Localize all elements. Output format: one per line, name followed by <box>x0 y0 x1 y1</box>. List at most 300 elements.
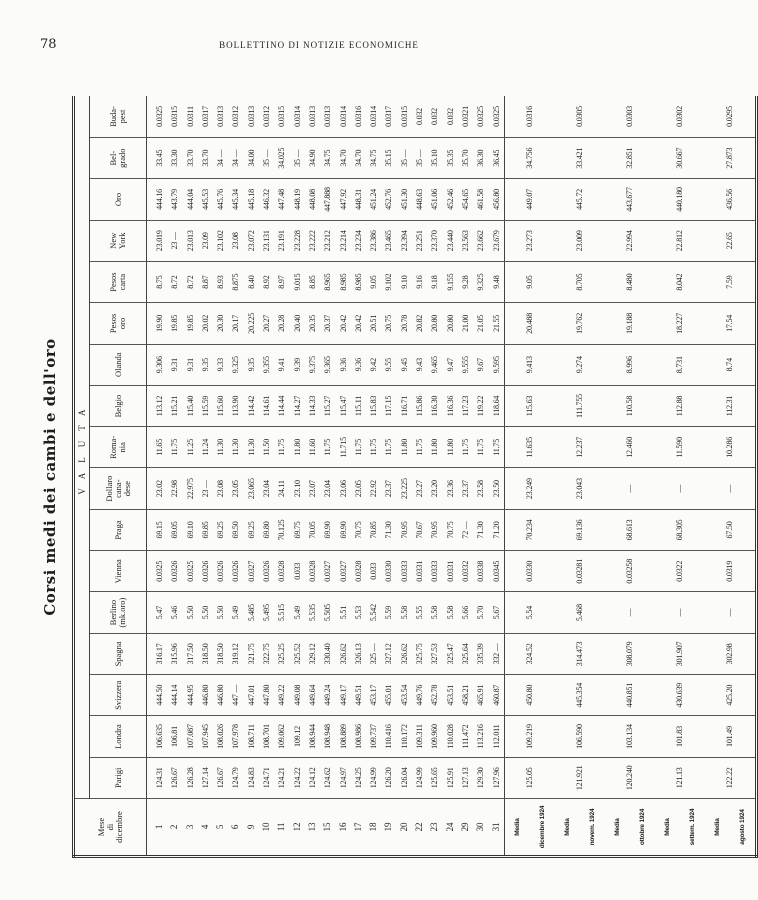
rate-cell: 5.50 <box>198 592 213 633</box>
rate-cell: 71.30 <box>381 509 396 550</box>
rate-cell: 5.515 <box>274 592 289 633</box>
rate-cell: 109.062 <box>274 716 289 757</box>
rate-cell: 329.12 <box>305 633 320 674</box>
rate-cell: 0.0295 <box>705 96 757 138</box>
table-row <box>366 96 381 857</box>
rate-cell: 0.0326 <box>198 551 213 592</box>
day-label: 10 <box>259 799 274 857</box>
rate-cell: 11.80 <box>397 427 412 468</box>
rate-cell: 5.70 <box>473 592 488 633</box>
rate-cell: — <box>705 468 757 509</box>
rate-cell: 23.20 <box>427 468 442 509</box>
rate-cell: 23.08 <box>228 220 243 261</box>
rate-cell: 314.473 <box>555 633 605 674</box>
column-header: Spagna <box>90 633 147 674</box>
rate-cell: 11.75 <box>320 427 335 468</box>
rate-cell: 319.12 <box>228 633 243 674</box>
rate-cell: 325.47 <box>443 633 458 674</box>
rate-cell: 35 — <box>412 138 427 179</box>
rate-cell: 326.62 <box>397 633 412 674</box>
rate-cell: 107.945 <box>198 716 213 757</box>
rate-cell: 443.79 <box>167 179 182 220</box>
day-label: 16 <box>336 799 351 857</box>
rate-cell: 8.93 <box>213 261 228 302</box>
rate-cell: 113.12 <box>147 385 168 426</box>
rate-cell: 458.21 <box>458 675 473 716</box>
rate-cell: 124.31 <box>147 757 168 798</box>
rate-cell: 23.234 <box>351 220 366 261</box>
rate-cell: 0.0316 <box>504 96 555 138</box>
rate-cell: 20.51 <box>366 303 381 344</box>
rate-cell: 5.59 <box>381 592 396 633</box>
rate-cell: 335.39 <box>473 633 488 674</box>
table-row <box>305 96 320 857</box>
rate-cell: 69.75 <box>290 509 305 550</box>
table-row <box>458 96 473 857</box>
rate-cell: 108.986 <box>351 716 366 757</box>
rate-cell: 115.21 <box>167 385 182 426</box>
rate-cell: 23.019 <box>147 220 168 261</box>
table-row <box>274 96 289 857</box>
rate-cell: 449.76 <box>412 675 427 716</box>
day-label: 20 <box>397 799 412 857</box>
rate-cell: 19.85 <box>167 303 182 344</box>
rate-cell: 124.25 <box>351 757 366 798</box>
day-label: 24 <box>443 799 458 857</box>
rate-cell: 0.0331 <box>412 551 427 592</box>
rate-cell: 5.47 <box>147 592 168 633</box>
rate-cell: 12.460 <box>605 427 655 468</box>
rate-cell: 116.30 <box>427 385 442 426</box>
rate-cell: 0.0345 <box>489 551 505 592</box>
rate-cell: 69.90 <box>336 509 351 550</box>
rate-cell: 23.386 <box>366 220 381 261</box>
day-label: 2 <box>167 799 182 857</box>
rate-cell: — <box>655 468 705 509</box>
rate-cell: 33.70 <box>183 138 198 179</box>
rate-cell: 23.273 <box>504 220 555 261</box>
day-label: 12 <box>290 799 305 857</box>
rate-cell: 34.025 <box>274 138 289 179</box>
rate-cell: 108.948 <box>320 716 335 757</box>
table-row <box>412 96 427 857</box>
rate-cell: 112.31 <box>705 385 757 426</box>
rate-cell: 19.188 <box>605 303 655 344</box>
rate-cell: 454.65 <box>458 179 473 220</box>
rate-cell: 9.325 <box>228 344 243 385</box>
rate-cell: 8.97 <box>274 261 289 302</box>
rate-cell: 20.30 <box>213 303 228 344</box>
rate-cell: 23 — <box>198 468 213 509</box>
rate-cell: 116.71 <box>397 385 412 426</box>
exchange-rates-table <box>72 96 758 858</box>
rate-cell: 23.440 <box>443 220 458 261</box>
rate-cell: 5.55 <box>412 592 427 633</box>
rate-cell: 317.50 <box>183 633 198 674</box>
rate-cell: 23.07 <box>305 468 320 509</box>
rate-cell: 449.64 <box>305 675 320 716</box>
rate-cell: 302.98 <box>705 633 757 674</box>
rate-cell: 318.50 <box>198 633 213 674</box>
rate-cell: 108.944 <box>305 716 320 757</box>
rate-cell: 452.46 <box>443 179 458 220</box>
rate-cell: 20.40 <box>290 303 305 344</box>
rate-cell: 8.875 <box>228 261 243 302</box>
rate-cell: 324.52 <box>504 633 555 674</box>
rate-cell: 0.0313 <box>320 96 335 138</box>
rate-cell: 0.0332 <box>458 551 473 592</box>
rate-cell: 444.50 <box>147 675 168 716</box>
rate-cell: 8.965 <box>320 261 335 302</box>
rate-cell: 23.05 <box>351 468 366 509</box>
rate-cell: 109.12 <box>290 716 305 757</box>
rate-cell: 0.0321 <box>458 96 473 138</box>
rate-cell: 327.12 <box>381 633 396 674</box>
rate-cell: 452.78 <box>427 675 442 716</box>
rate-cell: 36.30 <box>473 138 488 179</box>
rate-cell: 0.0305 <box>555 96 605 138</box>
rate-cell: 108.889 <box>336 716 351 757</box>
rate-cell: 9.465 <box>427 344 442 385</box>
day-label: 22 <box>412 799 427 857</box>
rate-cell: 71.30 <box>473 509 488 550</box>
rate-cell: 5.542 <box>366 592 381 633</box>
rate-cell: 0.0333 <box>427 551 442 592</box>
column-header: Pesos oro <box>90 303 147 344</box>
rate-cell: 32.851 <box>605 138 655 179</box>
rate-cell: 8.75 <box>147 261 168 302</box>
rate-cell: 124.99 <box>366 757 381 798</box>
rate-cell: 9.33 <box>213 344 228 385</box>
currency-group-header: VALUTA <box>74 96 90 799</box>
day-label: 30 <box>473 799 488 857</box>
rate-cell: 445.18 <box>244 179 259 220</box>
rate-cell: 5.54 <box>504 592 555 633</box>
rate-cell: 12.237 <box>555 427 605 468</box>
rate-cell: 33.70 <box>198 138 213 179</box>
rate-cell: 5.49 <box>290 592 305 633</box>
day-label: 18 <box>366 799 381 857</box>
rate-cell: 447.48 <box>274 179 289 220</box>
rate-cell: 11.80 <box>427 427 442 468</box>
rate-cell: 445.76 <box>213 179 228 220</box>
rate-cell: 22.812 <box>655 220 705 261</box>
table-title: Corsi medi dei cambi e dell'oro <box>41 338 59 616</box>
rate-cell: 11.75 <box>167 427 182 468</box>
rate-cell: 327.53 <box>427 633 442 674</box>
rate-cell: 35.15 <box>381 138 396 179</box>
rate-cell: 69.15 <box>147 509 168 550</box>
rate-cell: 5.50 <box>183 592 198 633</box>
rate-cell: 0.0312 <box>228 96 243 138</box>
rate-cell: 9.35 <box>198 344 213 385</box>
rate-cell: 23.249 <box>504 468 555 509</box>
rate-cell: 23.009 <box>555 220 605 261</box>
rate-cell: 33.421 <box>555 138 605 179</box>
table-row <box>198 96 213 857</box>
table-row <box>427 96 442 857</box>
rate-cell: 455.01 <box>381 675 396 716</box>
rate-cell: 9.10 <box>397 261 412 302</box>
rate-cell: 0.0327 <box>336 551 351 592</box>
rate-cell: 460.87 <box>489 675 505 716</box>
rate-cell: 69.80 <box>259 509 274 550</box>
rate-cell: 8.705 <box>555 261 605 302</box>
rate-cell: — <box>605 468 655 509</box>
rate-cell: 108.711 <box>244 716 259 757</box>
rate-cell: 0.0331 <box>443 551 458 592</box>
rate-cell: 34 — <box>213 138 228 179</box>
rate-cell: 126.20 <box>381 757 396 798</box>
rate-cell: 19.90 <box>147 303 168 344</box>
rate-cell: 5.51 <box>336 592 351 633</box>
column-header: Svizzera <box>90 675 147 716</box>
day-label: 15 <box>320 799 335 857</box>
rate-cell: 69.05 <box>167 509 182 550</box>
rate-cell: 9.31 <box>183 344 198 385</box>
page-number: 78 <box>40 37 57 52</box>
rate-cell: 0.0328 <box>274 551 289 592</box>
rate-cell: 20.02 <box>198 303 213 344</box>
rate-cell: 20.488 <box>504 303 555 344</box>
rate-cell: 11.60 <box>305 427 320 468</box>
rate-cell: 114.33 <box>305 385 320 426</box>
rate-cell: 9.102 <box>381 261 396 302</box>
rate-cell: 5.58 <box>443 592 458 633</box>
day-label: 13 <box>305 799 320 857</box>
table-row <box>443 96 458 857</box>
rate-cell: 34.75 <box>320 138 335 179</box>
rate-cell: 124.62 <box>320 757 335 798</box>
rate-cell: — <box>705 592 757 633</box>
rate-cell: 325.25 <box>274 633 289 674</box>
table-row <box>351 96 366 857</box>
rate-cell: 21.05 <box>473 303 488 344</box>
rate-cell: 115.47 <box>336 385 351 426</box>
rate-cell: 446.32 <box>259 179 274 220</box>
rate-cell: 34.75 <box>366 138 381 179</box>
rate-cell: 11.80 <box>290 427 305 468</box>
rate-cell: 316.17 <box>147 633 168 674</box>
rate-cell: 71.20 <box>489 509 505 550</box>
table-row <box>259 96 274 857</box>
rate-cell: 0.0317 <box>381 96 396 138</box>
rate-cell: 5.468 <box>555 592 605 633</box>
rate-cell: 448.63 <box>412 179 427 220</box>
rate-cell: 9.36 <box>351 344 366 385</box>
rate-cell: 70.95 <box>397 509 412 550</box>
rate-cell: 36.45 <box>489 138 505 179</box>
rate-cell: 8.985 <box>336 261 351 302</box>
rate-cell: 114.61 <box>259 385 274 426</box>
rate-cell: 448.19 <box>290 179 305 220</box>
rate-cell: 7.59 <box>705 261 757 302</box>
rate-cell: 23.131 <box>259 220 274 261</box>
rate-cell: 9.31 <box>167 344 182 385</box>
rate-cell: 0.0330 <box>381 551 396 592</box>
rate-cell: 68.613 <box>605 509 655 550</box>
rate-cell: 126.04 <box>397 757 412 798</box>
rate-cell: 23.662 <box>473 220 488 261</box>
rate-cell: 101.49 <box>705 716 757 757</box>
rate-cell: 112.011 <box>489 716 505 757</box>
rate-cell: 308.079 <box>605 633 655 674</box>
rate-cell: 9.18 <box>427 261 442 302</box>
rate-cell: 21.55 <box>489 303 505 344</box>
rate-cell: 0.0313 <box>305 96 320 138</box>
rate-cell: 20.225 <box>244 303 259 344</box>
column-header: Dollaro cana- dese <box>90 468 147 509</box>
rate-cell: 115.11 <box>351 385 366 426</box>
rate-cell: 20.78 <box>397 303 412 344</box>
column-header: Oro <box>90 179 147 220</box>
rate-cell: 325.52 <box>290 633 305 674</box>
day-label: 19 <box>381 799 396 857</box>
rate-cell: 5.67 <box>489 592 505 633</box>
rate-cell: 9.48 <box>489 261 505 302</box>
rate-cell: 23.05 <box>228 468 243 509</box>
rate-cell: 115.83 <box>366 385 381 426</box>
table-row <box>290 96 305 857</box>
rate-cell: 5.58 <box>397 592 412 633</box>
rate-cell: 444.14 <box>167 675 182 716</box>
rate-cell: 34.90 <box>305 138 320 179</box>
table-row <box>213 96 228 857</box>
rate-cell: 9.35 <box>244 344 259 385</box>
rate-cell: 446.80 <box>213 675 228 716</box>
rate-cell: 19.85 <box>183 303 198 344</box>
rate-cell: 23.27 <box>412 468 427 509</box>
rate-cell: 107.087 <box>183 716 198 757</box>
rate-cell: 0.0313 <box>244 96 259 138</box>
rate-cell: 0.0328 <box>351 551 366 592</box>
column-header: Olanda <box>90 344 147 385</box>
rate-cell: 0.0312 <box>259 96 274 138</box>
rate-cell: 20.42 <box>336 303 351 344</box>
rate-cell: 440.180 <box>655 179 705 220</box>
rate-cell: 11.75 <box>381 427 396 468</box>
rate-cell: 115.63 <box>504 385 555 426</box>
column-header: Parigi <box>90 757 147 798</box>
rate-cell: 23.06 <box>336 468 351 509</box>
rate-cell: 325.64 <box>458 633 473 674</box>
rate-cell: 11.75 <box>274 427 289 468</box>
rate-cell: 20.82 <box>412 303 427 344</box>
rate-cell: 9.155 <box>443 261 458 302</box>
rate-cell: 103.134 <box>605 716 655 757</box>
rate-cell: 9.16 <box>412 261 427 302</box>
table-row <box>489 96 505 857</box>
rate-cell: 0.0325 <box>147 551 168 592</box>
rate-cell: 35 — <box>290 138 305 179</box>
rate-cell: 109.311 <box>412 716 427 757</box>
rate-cell: 129.30 <box>473 757 488 798</box>
rate-cell: 444.04 <box>183 179 198 220</box>
rate-cell: 101.83 <box>655 716 705 757</box>
rate-cell: 109.960 <box>427 716 442 757</box>
rate-cell: 22.994 <box>605 220 655 261</box>
rate-cell: 446.80 <box>198 675 213 716</box>
rate-cell: 27.873 <box>705 138 757 179</box>
column-header: Roma- nia <box>90 427 147 468</box>
rate-cell: 330.40 <box>320 633 335 674</box>
rate-cell: 8.92 <box>259 261 274 302</box>
column-header: Belgio <box>90 385 147 426</box>
average-label: Media ottobre 1924 <box>605 799 655 857</box>
rate-cell: 22.92 <box>366 468 381 509</box>
month-header: Mese di dicembre <box>74 799 147 857</box>
rate-cell: 11.24 <box>198 427 213 468</box>
rate-cell: 447 — <box>228 675 243 716</box>
rate-cell: 0.032 <box>427 96 442 138</box>
rate-cell: 23.212 <box>320 220 335 261</box>
day-label: 3 <box>183 799 198 857</box>
table-row <box>320 96 335 857</box>
rate-cell: 20.37 <box>320 303 335 344</box>
table-row <box>183 96 198 857</box>
rate-cell: 0.0325 <box>473 96 488 138</box>
rate-cell: 8.480 <box>605 261 655 302</box>
rate-cell: 125.05 <box>504 757 555 798</box>
day-label: 1 <box>147 799 168 857</box>
rate-cell: 115.59 <box>198 385 213 426</box>
rate-cell: 70.85 <box>366 509 381 550</box>
rate-cell: 445.354 <box>555 675 605 716</box>
rate-cell: 11.30 <box>213 427 228 468</box>
rate-cell: — <box>605 592 655 633</box>
day-label: 5 <box>213 799 228 857</box>
rate-cell: 34.756 <box>504 138 555 179</box>
rate-cell: 318.50 <box>213 633 228 674</box>
rate-cell: 9.355 <box>259 344 274 385</box>
rate-cell: 453.51 <box>443 675 458 716</box>
rate-cell: 116.36 <box>443 385 458 426</box>
rate-cell: 8.731 <box>655 344 705 385</box>
rate-cell: 5.66 <box>458 592 473 633</box>
rate-cell: 9.55 <box>381 344 396 385</box>
rate-cell: 69.10 <box>183 509 198 550</box>
rate-cell: 18.227 <box>655 303 705 344</box>
rate-cell: 69.25 <box>244 509 259 550</box>
rate-cell: 325 — <box>366 633 381 674</box>
rate-cell: 0.0325 <box>489 96 505 138</box>
rate-cell: 114.27 <box>290 385 305 426</box>
average-label: Media dicembre 1924 <box>504 799 555 857</box>
rate-cell: 20.80 <box>427 303 442 344</box>
rate-cell: 0.0326 <box>259 551 274 592</box>
rate-cell: 0.03258 <box>605 551 655 592</box>
rate-cell: 9.595 <box>489 344 505 385</box>
rate-cell: 20.17 <box>228 303 243 344</box>
rate-cell: 449.07 <box>504 179 555 220</box>
column-header: Buda- pest <box>90 96 147 138</box>
rate-cell: 0.0316 <box>351 96 366 138</box>
rate-cell: 124.21 <box>274 757 289 798</box>
rate-cell: 8.996 <box>605 344 655 385</box>
rate-cell: 35.70 <box>458 138 473 179</box>
rate-cell: 110.028 <box>443 716 458 757</box>
rate-cell: 452.76 <box>381 179 396 220</box>
rate-cell: 23.04 <box>259 468 274 509</box>
rate-cell: 23.065 <box>244 468 259 509</box>
rate-cell: 69.50 <box>228 509 243 550</box>
rate-cell: 70.234 <box>504 509 555 550</box>
rate-cell: 8.72 <box>183 261 198 302</box>
rate-cell: 445.53 <box>198 179 213 220</box>
rate-cell: 5.50 <box>213 592 228 633</box>
column-header: Praga <box>90 509 147 550</box>
rate-cell: 118.64 <box>489 385 505 426</box>
